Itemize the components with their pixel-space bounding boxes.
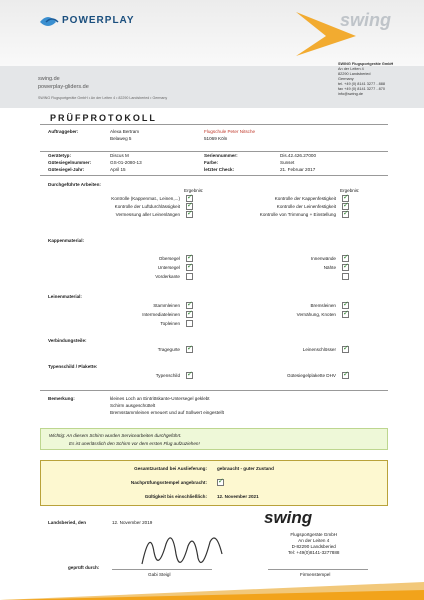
stamp-street: An der Leiten 4 [298,538,330,543]
powerplay-wordmark: POWERPLAY [62,15,135,26]
client-city: 51069 Köln [204,136,228,141]
work-heading: Durchgeführte Arbeiten: [48,182,101,187]
client-street: Belaweg 5 [110,136,132,141]
result-heading-right: Ergebnis: [340,188,360,193]
last-check-label: letzter Check: [204,167,235,172]
check-lines-right-2[interactable] [342,311,349,318]
school-name: Flugschule Peter Nitsche [204,129,256,134]
check-lines-right-1[interactable] [342,302,349,309]
stamp-line [268,569,368,570]
check-sail-left-1[interactable] [186,255,193,262]
stamp-swing: swing [264,508,313,527]
stamp-tel: Tel: +49(0)8141-3277888 [288,550,340,555]
warning-line-1: Wichtig: An diesem Schirm wurden Servicearbeiten durchgeführt. [49,433,182,438]
document-title: PRÜFPROTOKOLL [50,113,157,123]
remark-1: kleines Loch an Eintrittskante-Untersegel geklebt [110,396,210,401]
remarks-label: Bemerkung: [48,396,75,401]
company-stamp [288,532,339,556]
check-conn-left[interactable] [186,346,193,353]
gsnr-label: Gütesiegelnummer: [48,160,92,165]
client-label: Auftraggeber: [48,129,79,134]
serial-label: Seriennummer: [204,153,238,158]
company-street: An der Leiten 4 [338,67,364,71]
connectors-heading: Verbindungsteile: [48,338,87,343]
work-left-1: Kontrolle (Kappenmat., Leinen,...) [111,196,180,201]
title-rule [40,124,388,125]
work-right-2: Kontrolle der Leinenfestigkeit [276,204,336,209]
remark-2: Schirm ausgeschüttelt [110,403,156,408]
stamp-city: D-82290 Landsberied [291,544,336,549]
check-conn-right[interactable] [342,346,349,353]
check-sail-left-3[interactable] [186,273,193,280]
sign-date: 12. November 2019 [112,520,153,525]
check-work-left-3[interactable] [186,211,193,218]
last-check-value: 21. Februar 2017 [280,167,316,172]
type-value: Discus M [110,153,129,158]
check-work-right-3[interactable] [342,211,349,218]
web-url-1[interactable]: swing.de [38,76,60,82]
company-city: 82290 Landsberied [338,72,371,76]
color-label: Farbe: [204,160,219,165]
company-email[interactable]: info@swing.de [338,92,363,96]
client-name: Alexa Bertram [110,129,140,134]
check-lines-left-3[interactable] [186,320,193,327]
state-label: Gesamtzustand bei Auslieferung: [134,466,207,471]
color-value: Sunset [280,160,295,165]
lines-left-3: Topleinen [160,321,180,326]
lines-heading: Leinenmaterial: [48,294,82,299]
type-label: Gerätetyp: [48,153,71,158]
serial-value: Dis.42.426.27000 [280,153,317,158]
sail-left-2: Untersegel [157,265,180,270]
signature-line [112,569,212,570]
sail-left-1: Obersegel [158,256,180,261]
device-rule-top [40,151,388,152]
sail-right-2: Nähte [323,265,336,270]
web-url-2[interactable]: powerplay-gliders.de [38,84,89,90]
warning-box [40,428,388,450]
conn-right: Leinenschlösser [302,347,336,352]
check-stamp[interactable] [217,479,224,486]
warning-line-2: Es ist unerlässlich den Schirm vor dem ersten Flug aufzuziehen! [69,441,200,446]
plate-heading: Typenschild / Plakette: [48,364,98,369]
conn-left: Tragegurte [157,347,180,352]
remark-3: Bremsstammleinen erneuert und auf Sollwert eingestellt [110,410,224,415]
lines-right-2: Vernähung, Knoten [296,312,336,317]
plate-right: Gütesiegelplakette DHV [286,373,336,378]
plate-left: Typenschild [155,373,180,378]
gsnr-value: GS-01-2080-13 [110,160,142,165]
sail-right-1: Innenwände [310,256,336,261]
stamp-label: Firmenstempel [300,572,331,577]
result-heading-left: Ergebnis: [184,188,204,193]
gsyr-label: Gütesiegel-Jahr: [48,167,85,172]
company-name: SWING Flugsportgeräte GmbH [338,62,394,66]
check-lines-left-1[interactable] [186,302,193,309]
gsyr-value: April 15 [110,167,126,172]
work-right-3: Kontrolle von Trimmung + Einstellung [259,212,336,217]
state-value: gebraucht - guter Zustand [217,466,274,471]
check-plate-right[interactable] [342,372,349,379]
work-left-2: Kontrolle der Luftdurchlässigkeit [114,204,180,209]
swing-wordmark: swing [340,10,392,30]
sail-heading: Kappenmaterial: [48,238,84,243]
work-left-3: Vermessung aller Leinenlängen [115,212,180,217]
check-sail-right-3[interactable] [342,273,349,280]
company-country: Germany [338,77,354,81]
company-tel: tel. +49 (0) 8141 3277 - 888 [338,82,385,86]
powerplay-logo [38,10,138,32]
swing-logo [296,6,416,56]
company-fax: fax +49 (0) 8141 3277 - 870 [338,87,385,91]
device-rule-bottom [40,175,388,176]
signer-name: Gabi Steigl [148,572,171,577]
lines-left-1: Stammleinen [153,303,180,308]
checked-by-label: geprüft durch: [68,565,100,570]
lines-left-2: Intermediateleinen [142,312,180,317]
summary-box [40,460,388,506]
valid-value: 12. November 2021 [217,494,259,499]
footer-swoosh [0,578,424,600]
stamp-name: Flugsportgeräte GmbH [290,532,338,537]
stamp-logo [264,508,364,530]
check-sail-left-2[interactable] [186,264,193,271]
footer-address-line: SWING Flugsportgeräte GmbH • An der Leiten 4 • 82290 Landsberied • Germany [38,96,168,100]
check-lines-left-2[interactable] [186,311,193,318]
check-plate-left[interactable] [186,372,193,379]
check-sail-right-2[interactable] [342,264,349,271]
valid-label: Gültigkeit bis einschließlich: [144,494,207,499]
remarks-rule [40,390,388,391]
company-address [338,62,393,97]
lines-right-1: Bremsleinen [310,303,336,308]
check-sail-right-1[interactable] [342,255,349,262]
work-right-1: Kontrolle der Kappenfestigkeit [274,196,336,201]
sail-left-3: Vorderkante [155,274,180,279]
stamp-label: Nachprüfungsstempel angebracht: [130,480,207,485]
place-label: Landsberied, den [48,520,87,525]
